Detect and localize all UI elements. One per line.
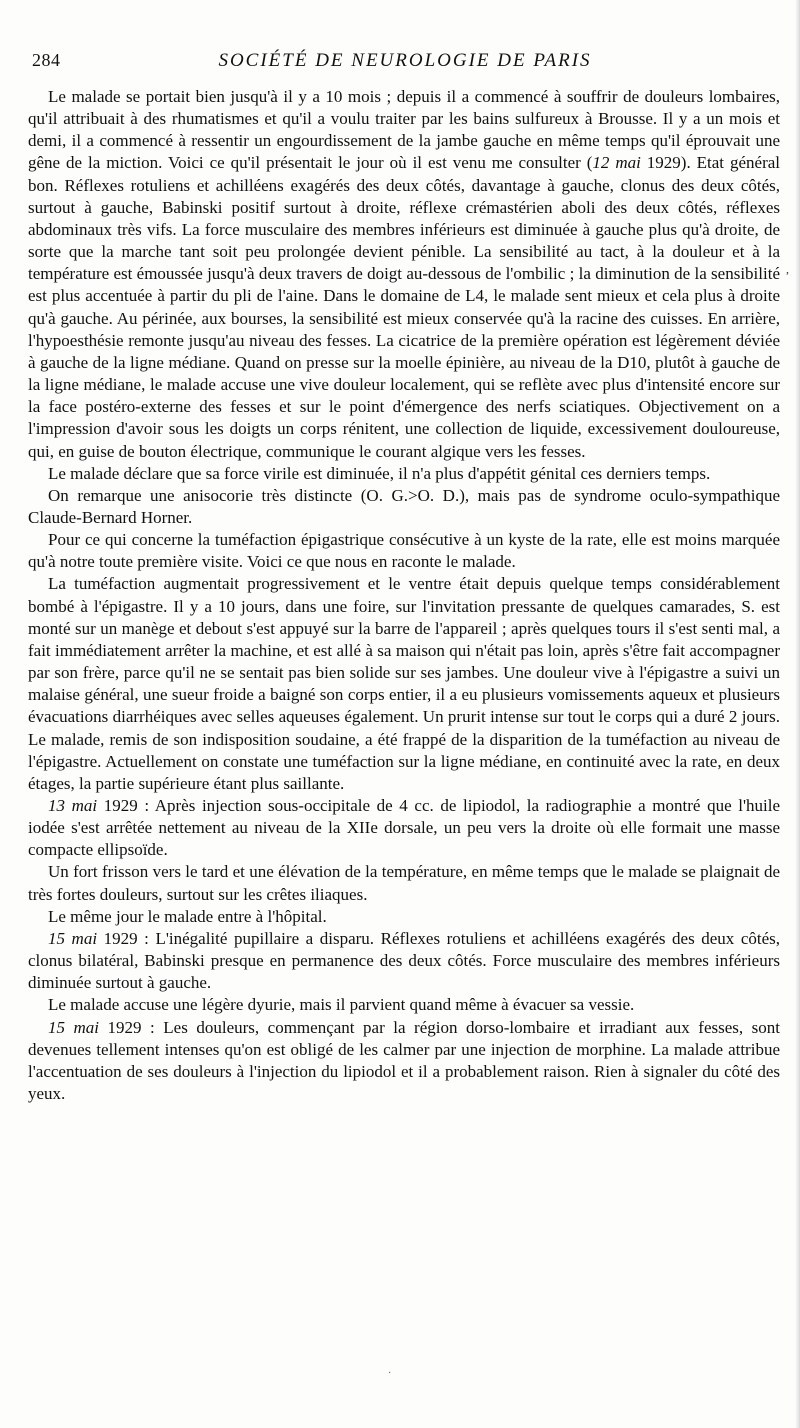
paragraph-11 [28, 1017, 780, 1106]
paragraph-6-date: 13 mai [48, 796, 98, 815]
paragraph-1-text-after: 1929). Etat général bon. Réflexes rotuliens et achilléens exagérés des deux côtés, davantage à gauche, clonus des deux côtés, surtout à gauche, Babinski positif surtout à droite, réflexe crémastérien aboli des deux côtés, réflexes abdominaux très vifs. La force musculaire des membres inférieurs est diminuée à gauche plus qu'à droite, de sorte que la marche tant soit peu prolongée devient pénible. La sensibilité au tact, à la douleur et à la température est émoussée jusqu'à deux travers de doigt au-dessous de l'ombilic ; la diminution de la sensibilité est plus accentuée à partir du pli de l'aine. Dans le domaine de L4, le malade sent mieux et cela plus à droite qu'à gauche. Au périnée, aux bourses, la sensibilité est mieux conservée qu'à la racine des cuisses. En arrière, l'hypoesthésie remonte jusqu'au niveau des fesses. La cicatrice de la première opération est légèrement déviée à gauche de la ligne médiane. Quand on presse sur la moelle épinière, au niveau de la D10, plutôt à gauche de la ligne médiane, le malade accuse une vive douleur localement, qui se reflète avec plus d'intensité encore sur la face postéro-externe des fesses et sur le point d'émergence des nerfs sciatiques. Objectivement on a l'impression d'avoir sous les doigts un corps rénitent, une collection de liquide, excessivement douloureuse, qui, en guise de bouton électrique, communique le courant algique vers les fesses. [28, 153, 780, 461]
paragraph-10: Le malade accuse une légère dyurie, mais il parvient quand même à évacuer sa vessie. [48, 995, 635, 1015]
paragraph-11-date: 15 mai [48, 1017, 100, 1037]
paragraph-11-text: 1929 : Les douleurs, commençant par la région dorso-lombaire et irradiant aux fesses, sont devenues tellement intenses qu'on est obligé de les calmer par une injection de morphine. La malade attribue l'accentuation de ses douleurs à l'injection du lipiodol et il a probablement raison. Rien à signaler du côté des yeux. [28, 1017, 780, 1104]
page-edge-shadow [795, 0, 800, 1428]
paragraph-9-text: 1929 : L'inégalité pupillaire a disparu. Réflexes rotuliens et achilléens exagérés des deux côtés, clonus bilatéral, Babinski presque en permanence des deux côtés. Force musculaire des membres inférieurs diminuée surtout à gauche. [28, 928, 781, 993]
paragraph-1-date: 12 mai [592, 153, 641, 173]
paragraph-5: La tuméfaction augmentait progressivement et le ventre était depuis quelque temps considérablement bombé à l'épigastre. Il y a 10 jours, dans une foire, sur l'invitation pressante de quelques camarades, S. est monté sur un manège et debout s'est appuyé sur la barre de l'appareil ; après quelques tours il s'est senti mal, a fait immédiatement arrêter la machine, et est allé à sa maison qui n'était pas loin, après s'être fait accompagner par son frère, parce qu'il ne se sentait pas bien solide sur ses jambes. Une douleur vive à l'épigastre a suivi un malaise général, une sueur froide a baigné son corps entier, il a eu plusieurs vomissements aqueux et plusieurs évacuations diarrhéiques avec selles aqueuses également. Un prurit intense sur tout le corps qui a duré 2 jours. Le malade, remis de son indisposition soudaine, a été frappé de la disparition de la tuméfaction au niveau de l'épigastre. Actuellement on constate une tuméfaction sur la ligne médiane, en continuité avec la rate, en deux étages, la partie supérieure étant plus saillante. [28, 574, 780, 793]
paragraph-1-text: Le malade se portait bien jusqu'à il y a 10 mois ; depuis il a commencé à souffrir de douleurs lombaires, qu'il attribuait à des rhumatismes et qu'il a voulu traiter par les bains sulfureux à Brousse. Il y a un mois et demi, il a commencé à ressentir un engourdissement de la jambe gauche en même temps qu'il éprouvait une gêne de la miction. Voici ce qu'il présentait le jour où il est venu me consulter ( [28, 87, 780, 173]
stray-mark: · [388, 1368, 392, 1379]
paragraph-6 [28, 795, 780, 861]
paragraph-7: Un fort frisson vers le tard et une élévation de la température, en même temps que le malade se plaignait de très fortes douleurs, surtout sur les crêtes iliaques. [28, 862, 780, 904]
paragraph-9 [28, 928, 780, 994]
paragraph-3: On remarque une anisocorie très distincte (O. G.>O. D.), mais pas de syndrome oculo-sympathique Claude-Bernard Horner. [28, 485, 780, 527]
paragraph-8: Le même jour le malade entre à l'hôpital. [48, 906, 327, 926]
paragraph-6-text: 1929 : Après injection sous-occipitale de 4 cc. de lipiodol, la radiographie a montré que l'huile iodée s'est arrêtée nettement au niveau de la XIIe dorsale, un peu vers la droite où elle formait une masse compacte ellipsoïde. [28, 796, 781, 860]
article-body [28, 86, 780, 1105]
paragraph-2: Le malade déclare que sa force virile est diminuée, il n'a plus d'appétit génital ces derniers temps. [48, 463, 711, 483]
page-header [32, 50, 778, 74]
margin-mark: , [786, 262, 789, 276]
paragraph-1 [28, 86, 780, 463]
paragraph-9-date: 15 mai [48, 928, 98, 948]
running-head: SOCIÉTÉ DE NEUROLOGIE DE PARIS [218, 50, 592, 71]
paragraph-4: Pour ce qui concerne la tuméfaction épigastrique consécutive à un kyste de la rate, elle est moins marquée qu'à notre toute première visite. Voici ce que nous en raconte le malade. [28, 530, 780, 572]
page-number: 284 [32, 50, 61, 70]
